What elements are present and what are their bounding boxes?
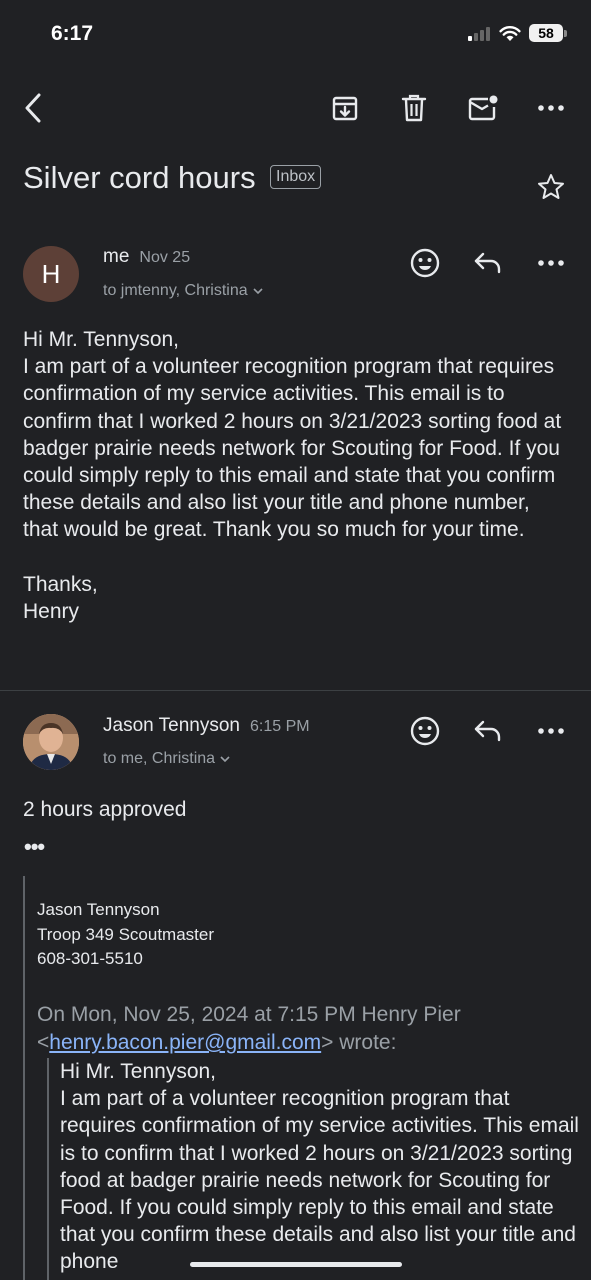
quote-bar: [23, 876, 25, 1280]
emoji-react-icon: [410, 248, 440, 278]
message-body: Hi Mr. Tennyson, I am part of a volunteer recognition program that requires confirmation of my service activities. This email is to confirm that I worked 2 hours on 3/21/2023 sorting food at badger prairie needs network for Scouting for Food. If you could simply reply to this email and state that you confirm these details and also list your title and phone number, that would be great. Thank you so much for your time. Thanks, Henry: [23, 328, 562, 624]
reply-button[interactable]: [472, 716, 504, 746]
sender-avatar-photo[interactable]: [23, 714, 79, 770]
message-date: Nov 25: [139, 249, 191, 266]
star-icon: [537, 173, 565, 200]
archive-icon: [331, 94, 359, 122]
mark-unread-icon: [467, 94, 499, 122]
quoted-body: Hi Mr. Tennyson, I am part of a volunteer recognition program that requires confirmation of my service activities. This email is to confirm that I worked 2 hours on 3/21/2023 sorting food at badger prairie needs network for Scouting for Food. If you could simply reply to this email and state that you confirm these details and also list your title and phone: [60, 1060, 579, 1274]
quote-header: [37, 1001, 577, 1057]
inbox-label-badge[interactable]: Inbox: [270, 165, 321, 189]
message-more-button[interactable]: [535, 248, 567, 278]
message-header: [103, 246, 190, 268]
subject-title: Silver cord hours: [23, 160, 256, 195]
message-header: [103, 715, 310, 737]
battery-tip: [564, 30, 567, 37]
signature: Jason Tennyson Troop 349 Scoutmaster 608-301-5510: [37, 900, 215, 969]
wifi-icon: [499, 25, 521, 42]
message-divider: [0, 690, 591, 691]
status-time: 6:17: [51, 22, 94, 45]
mark-unread-button[interactable]: [466, 92, 500, 124]
delete-icon: [401, 94, 427, 122]
delete-button[interactable]: [398, 92, 430, 124]
chevron-down-icon: [219, 755, 231, 763]
more-options-button[interactable]: [535, 92, 567, 124]
quote-header-text: On Mon, Nov 25, 2024 at 7:15 PM Henry Pier: [37, 1003, 461, 1026]
battery-indicator: 58: [529, 24, 563, 42]
back-icon: [24, 93, 42, 123]
message-more-button[interactable]: [535, 716, 567, 746]
status-icons: [467, 24, 567, 42]
archive-button[interactable]: [328, 92, 362, 124]
inner-quote-bar: [47, 1058, 49, 1280]
email-link[interactable]: henry.bacon.pier@gmail.com: [49, 1031, 322, 1054]
add-reaction-button[interactable]: [408, 714, 442, 748]
recipients-text: to jmtenny, Christina: [103, 282, 248, 299]
more-icon: [538, 728, 564, 734]
recipients-toggle[interactable]: [103, 750, 231, 768]
quote-wrote: > wrote:: [321, 1031, 397, 1054]
home-indicator[interactable]: [190, 1262, 402, 1267]
add-reaction-button[interactable]: [408, 246, 442, 280]
reply-icon: [473, 719, 503, 743]
cellular-signal-icon: [467, 25, 491, 41]
reply-button[interactable]: [472, 248, 504, 278]
star-button[interactable]: [535, 170, 567, 202]
message-date: 6:15 PM: [249, 718, 310, 735]
sender-name: me: [103, 246, 130, 267]
person-photo-icon: [23, 714, 79, 770]
back-button[interactable]: [18, 92, 48, 124]
show-trimmed-content-button[interactable]: •••: [24, 834, 45, 859]
more-icon: [538, 105, 564, 111]
message-body: 2 hours approved: [23, 798, 187, 821]
more-icon: [538, 260, 564, 266]
sender-avatar[interactable]: H: [23, 246, 79, 302]
recipients-text: to me, Christina: [103, 750, 216, 767]
quote-lt: <: [37, 1031, 50, 1054]
emoji-react-icon: [410, 716, 440, 746]
recipients-toggle[interactable]: [103, 282, 264, 300]
sender-name: Jason Tennyson: [103, 715, 240, 736]
reply-icon: [473, 251, 503, 275]
chevron-down-icon: [252, 287, 264, 295]
